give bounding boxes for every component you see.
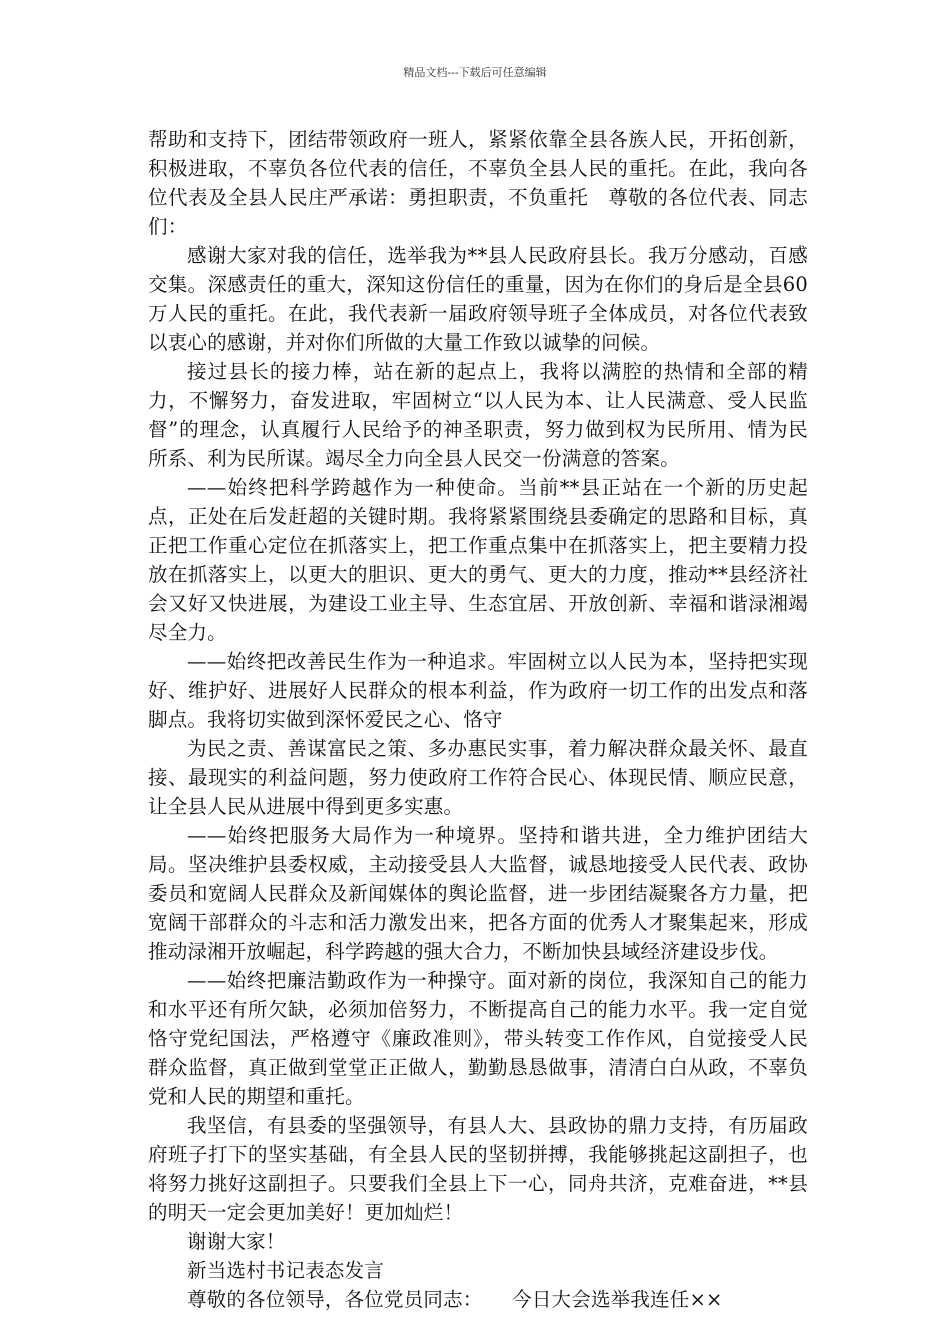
paragraph-thank-you: 谢谢大家！ [187, 1230, 286, 1253]
paragraph-commitment: 接过县长的接力棒，站在新的起点上，我将以满腔的热情和全部的精力，不懈努力，奋发进取，牢固树立“以人民为本、让人民满意、受人民监督”的理念，认真履行人民给予的神圣职责，努力做到权为民所用、情为民所系、利为民所谋。竭尽全力向全县人民交一份满意的答案。 [148, 360, 808, 470]
paragraph-greeting: 尊敬的各位领导，各位党员同志： 今日大会选举我连任×× [187, 1288, 723, 1311]
paragraph-livelihood-cont: 为民之责、善谋富民之策、多办惠民实事，着力解决群众最关怀、最直接、最现实的利益问题，努力使政府工作符合民心、体现民情、顺应民意，让全县人民从进展中得到更多实惠。 [148, 737, 808, 818]
paragraph-integrity: ——始终把廉洁勤政作为一种操守。面对新的岗位，我深知自己的能力和水平还有所欠缺，必须加倍努力，不断提高自己的能力水平。我一定自觉恪守党纪国法，严格遵守《廉政准则》，带头转变工作作风，自觉接受人民群众监督，真正做到堂堂正正做人，勤勤恳恳做事，清清白白从政，不辜负党和人民的期望和重托。 [148, 969, 808, 1108]
section-title: 新当选村书记表态发言 [187, 1259, 385, 1282]
paragraph-continuation: 帮助和支持下，团结带领政府一班人，紧紧依靠全县各族人民，开拓创新，积极进取，不辜负各位代表的信任，不辜负全县人民的重托。在此，我向各位代表及全县人民庄严承诺：勇担职责，不负重托 尊敬的各位代表、同志们： [148, 128, 808, 238]
paragraph-livelihood: ——始终把改善民生作为一种追求。牢固树立以人民为本，坚持把实现好、维护好、进展好人民群众的根本利益，作为政府一切工作的出发点和落脚点。我将切实做到深怀爱民之心、恪守 [148, 650, 808, 731]
page-header: 精品文档---下载后可任意编辑 [403, 66, 547, 79]
paragraph-mission: ——始终把科学跨越作为一种使命。当前**县正站在一个新的历史起点，正处在后发赶超的关键时期。我将紧紧围绕县委确定的思路和目标，真正把工作重心定位在抓落实上，把工作重点集中在抓落实上，把主要精力投放在抓落实上，以更大的胆识、更大的勇气、更大的力度，推动**县经济社会又好又快进展，为建设工业主导、生态宜居、开放创新、幸福和谐渌湘竭尽全力。 [148, 476, 808, 644]
document-body [148, 125, 808, 1314]
paragraph-thanks: 感谢大家对我的信任，选举我为**县人民政府县长。我万分感动，百感交集。深感责任的重大，深知这份信任的重量，因为在你们的身后是全县60万人民的重托。在此，我代表新一届政府领导班子全体成员，对各位代表致以衷心的感谢，并对你们所做的大量工作致以诚挚的问候。 [148, 244, 808, 354]
paragraph-overall: ——始终把服务大局作为一种境界。坚持和谐共进，全力维护团结大局。坚决维护县委权威，主动接受县人大监督，诚恳地接受人民代表、政协委员和宽阔人民群众及新闻媒体的舆论监督，进一步团结凝聚各方力量，把宽阔干部群众的斗志和活力激发出来，把各方面的优秀人才聚集起来，形成推动渌湘开放崛起，科学跨越的强大合力，不断加快县域经济建设步伐。 [148, 824, 808, 963]
paragraph-belief: 我坚信，有县委的坚强领导，有县人大、县政协的鼎力支持，有历届政府班子打下的坚实基础，有全县人民的坚韧拼搏，我能够挑起这副担子，也将努力挑好这副担子。只要我们全县上下一心，同舟共济，克难奋进，**县的明天一定会更加美好！更加灿烂！ [148, 1114, 808, 1224]
